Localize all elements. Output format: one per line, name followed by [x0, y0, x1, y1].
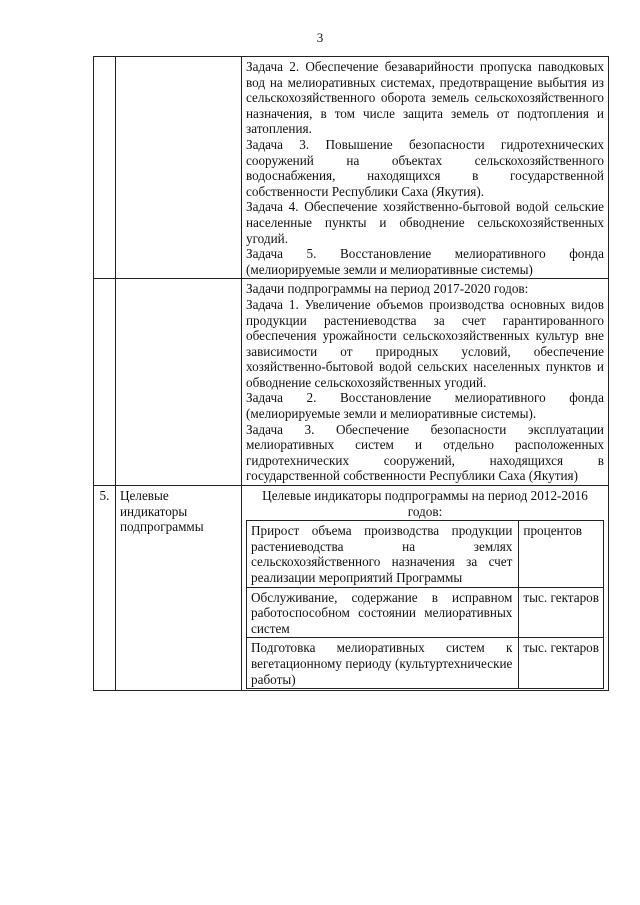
task-2017-3-text: Задача 3. Обеспечение безопасности эксплуатации мелиоративных систем и отдельно расположенных гидротехнических сооружений, находящихся в государственной собственности Республики Саха (Якутия) — [246, 421, 604, 484]
tasks-2012-cell — [242, 57, 609, 279]
task-4-text: Задача 4. Обеспечение хозяйственно-бытовой водой сельские населенные пункты и обводнение сельскохозяйственных угодий. — [246, 199, 604, 246]
row-label-cell — [116, 57, 242, 279]
row-label: Целевые индикаторы подпрограммы — [116, 486, 242, 691]
task-2017-2-text: Задача 2. Восстановление мелиоративного фонда (мелиорируемые земли и мелиоративные системы). — [246, 390, 604, 422]
tasks-2017-heading: Задачи подпрограммы на период 2017-2020 годов: — [246, 281, 529, 297]
row-label-cell — [116, 279, 242, 486]
indicators-cell — [242, 486, 609, 691]
indicator-unit: процентов — [519, 521, 604, 587]
indicator-name: Прирост объема производства продукции растениеводства на землях сельскохозяйственного назначения за счет реализации мероприятий Программы — [247, 521, 519, 587]
indicator-unit: тыс. гектаров — [519, 587, 604, 638]
indicators-list — [246, 520, 604, 689]
indicator-row — [247, 521, 604, 587]
indicator-name: Обслуживание, содержание в исправном работоспособном состоянии мелиоративных систем — [247, 587, 519, 638]
indicator-row — [247, 587, 604, 638]
indicator-unit: тыс. гектаров — [519, 638, 604, 689]
row-number-cell — [94, 57, 116, 279]
task-2-text: Задача 2. Обеспечение безаварийности пропуска паводковых вод на мелиоративных системах, предотвращение выбытия из сельскохозяйственного оборота земель сельскохозяйственного назначения, в том числе защита земель от подтопления и затопления. — [246, 59, 604, 137]
indicators-heading: Целевые индикаторы подпрограммы на период 2012-2016 годов: — [262, 488, 588, 519]
task-3-text: Задача 3. Повышение безопасности гидротехнических сооружений на объектах сельскохозяйственного водоснабжения, находящихся в государственной собственности Республики Саха (Якутия). — [246, 136, 604, 199]
indicator-row — [247, 638, 604, 689]
indicator-name: Подготовка мелиоративных систем к вегетационному периоду (культуртехнические работы) — [247, 638, 519, 689]
table-row-indicators — [94, 486, 609, 691]
row-number: 5. — [94, 486, 116, 691]
table-row-tasks-2017 — [94, 279, 609, 486]
tasks-2017-cell — [242, 279, 609, 486]
page-number: 3 — [316, 30, 324, 45]
task-2017-1-text: Задача 1. Увеличение объемов производства основных видов продукции растениеводства за счет гарантированного обеспечения урожайности сельскохозяйственных культур вне зависимости от природных условий, обеспечение хозяйственно-бытовой водой сельских населенных пунктов и обводнение сельскохозяйственных угодий. — [246, 296, 604, 390]
row-number-cell — [94, 279, 116, 486]
table-row-tasks-2012 — [94, 57, 609, 279]
task-5-text: Задача 5. Восстановление мелиоративного фонда (мелиорируемые земли и мелиоративные системы) — [246, 246, 604, 277]
passport-table — [93, 56, 609, 691]
